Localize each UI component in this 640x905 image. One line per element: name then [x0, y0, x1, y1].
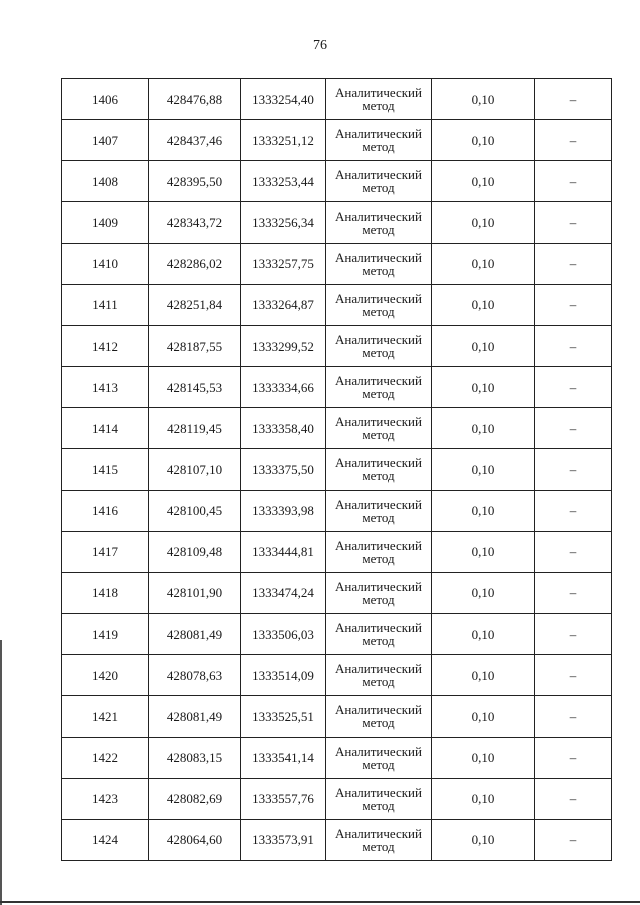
method-line-1: Аналитический [335, 332, 422, 348]
accuracy-cell: 0,10 [432, 202, 535, 243]
method-cell [326, 243, 432, 284]
x-coordinate-cell: 428395,50 [149, 161, 241, 202]
point-number-cell: 1409 [62, 202, 149, 243]
point-number-cell: 1410 [62, 243, 149, 284]
table-row [62, 696, 612, 737]
table-row [62, 614, 612, 655]
table-row [62, 202, 612, 243]
point-number-cell: 1419 [62, 614, 149, 655]
note-cell: – [535, 325, 612, 366]
point-number-cell: 1423 [62, 778, 149, 819]
method-cell [326, 79, 432, 120]
y-coordinate-cell: 1333525,51 [241, 696, 326, 737]
method-cell [326, 696, 432, 737]
x-coordinate-cell: 428081,49 [149, 614, 241, 655]
note-cell: – [535, 819, 612, 860]
accuracy-cell: 0,10 [432, 572, 535, 613]
table-row [62, 490, 612, 531]
x-coordinate-cell: 428109,48 [149, 531, 241, 572]
y-coordinate-cell: 1333334,66 [241, 367, 326, 408]
note-cell: – [535, 284, 612, 325]
y-coordinate-cell: 1333264,87 [241, 284, 326, 325]
method-cell [326, 449, 432, 490]
point-number-cell: 1416 [62, 490, 149, 531]
method-line-2: метод [362, 838, 395, 854]
x-coordinate-cell: 428101,90 [149, 572, 241, 613]
y-coordinate-cell: 1333256,34 [241, 202, 326, 243]
method-line-1: Аналитический [335, 208, 422, 224]
table-body [62, 79, 612, 861]
y-coordinate-cell: 1333506,03 [241, 614, 326, 655]
method-line-2: метод [362, 797, 395, 813]
table-row [62, 819, 612, 860]
method-line-1: Аналитический [335, 85, 422, 101]
method-line-2: метод [362, 221, 395, 237]
method-cell [326, 161, 432, 202]
note-cell: – [535, 367, 612, 408]
method-line-1: Аналитический [335, 249, 422, 265]
y-coordinate-cell: 1333254,40 [241, 79, 326, 120]
table-row [62, 243, 612, 284]
method-cell [326, 120, 432, 161]
x-coordinate-cell: 428286,02 [149, 243, 241, 284]
note-cell: – [535, 202, 612, 243]
table-row [62, 778, 612, 819]
method-cell [326, 531, 432, 572]
x-coordinate-cell: 428437,46 [149, 120, 241, 161]
y-coordinate-cell: 1333514,09 [241, 655, 326, 696]
scan-edge-left [0, 640, 2, 905]
method-line-2: метод [362, 591, 395, 607]
method-line-1: Аналитический [335, 167, 422, 183]
method-line-1: Аналитический [335, 414, 422, 430]
x-coordinate-cell: 428100,45 [149, 490, 241, 531]
accuracy-cell: 0,10 [432, 614, 535, 655]
note-cell: – [535, 655, 612, 696]
x-coordinate-cell: 428343,72 [149, 202, 241, 243]
note-cell: – [535, 614, 612, 655]
method-line-1: Аналитический [335, 702, 422, 718]
y-coordinate-cell: 1333444,81 [241, 531, 326, 572]
y-coordinate-cell: 1333253,44 [241, 161, 326, 202]
method-line-2: метод [362, 550, 395, 566]
method-line-1: Аналитический [335, 537, 422, 553]
x-coordinate-cell: 428064,60 [149, 819, 241, 860]
method-cell [326, 614, 432, 655]
method-line-2: метод [362, 180, 395, 196]
x-coordinate-cell: 428078,63 [149, 655, 241, 696]
method-cell [326, 284, 432, 325]
method-line-1: Аналитический [335, 496, 422, 512]
table-row [62, 367, 612, 408]
method-line-1: Аналитический [335, 126, 422, 142]
y-coordinate-cell: 1333257,75 [241, 243, 326, 284]
y-coordinate-cell: 1333474,24 [241, 572, 326, 613]
method-line-2: метод [362, 386, 395, 402]
point-number-cell: 1406 [62, 79, 149, 120]
note-cell: – [535, 408, 612, 449]
method-line-2: метод [362, 674, 395, 690]
method-line-2: метод [362, 509, 395, 525]
table-row [62, 572, 612, 613]
method-line-2: метод [362, 468, 395, 484]
point-number-cell: 1420 [62, 655, 149, 696]
x-coordinate-cell: 428082,69 [149, 778, 241, 819]
note-cell: – [535, 778, 612, 819]
method-line-1: Аналитический [335, 578, 422, 594]
method-line-1: Аналитический [335, 743, 422, 759]
note-cell: – [535, 531, 612, 572]
point-number-cell: 1415 [62, 449, 149, 490]
method-cell [326, 325, 432, 366]
note-cell: – [535, 243, 612, 284]
note-cell: – [535, 572, 612, 613]
method-cell [326, 819, 432, 860]
method-cell [326, 367, 432, 408]
method-cell [326, 737, 432, 778]
method-line-2: метод [362, 633, 395, 649]
point-number-cell: 1422 [62, 737, 149, 778]
y-coordinate-cell: 1333299,52 [241, 325, 326, 366]
y-coordinate-cell: 1333573,91 [241, 819, 326, 860]
accuracy-cell: 0,10 [432, 161, 535, 202]
accuracy-cell: 0,10 [432, 284, 535, 325]
x-coordinate-cell: 428145,53 [149, 367, 241, 408]
y-coordinate-cell: 1333375,50 [241, 449, 326, 490]
method-cell [326, 778, 432, 819]
point-number-cell: 1413 [62, 367, 149, 408]
note-cell: – [535, 490, 612, 531]
point-number-cell: 1412 [62, 325, 149, 366]
method-line-2: метод [362, 427, 395, 443]
accuracy-cell: 0,10 [432, 655, 535, 696]
point-number-cell: 1414 [62, 408, 149, 449]
method-cell [326, 655, 432, 696]
accuracy-cell: 0,10 [432, 737, 535, 778]
point-number-cell: 1411 [62, 284, 149, 325]
accuracy-cell: 0,10 [432, 819, 535, 860]
table-row [62, 284, 612, 325]
method-line-1: Аналитический [335, 784, 422, 800]
accuracy-cell: 0,10 [432, 490, 535, 531]
point-number-cell: 1424 [62, 819, 149, 860]
method-line-1: Аналитический [335, 825, 422, 841]
accuracy-cell: 0,10 [432, 243, 535, 284]
accuracy-cell: 0,10 [432, 325, 535, 366]
method-line-2: метод [362, 303, 395, 319]
method-line-2: метод [362, 98, 395, 114]
accuracy-cell: 0,10 [432, 367, 535, 408]
table-row [62, 449, 612, 490]
table-row [62, 655, 612, 696]
table-row [62, 79, 612, 120]
y-coordinate-cell: 1333358,40 [241, 408, 326, 449]
accuracy-cell: 0,10 [432, 778, 535, 819]
method-line-1: Аналитический [335, 661, 422, 677]
coordinates-table [61, 78, 612, 861]
y-coordinate-cell: 1333251,12 [241, 120, 326, 161]
page-number: 76 [313, 38, 327, 53]
point-number-cell: 1408 [62, 161, 149, 202]
method-cell [326, 202, 432, 243]
note-cell: – [535, 79, 612, 120]
y-coordinate-cell: 1333557,76 [241, 778, 326, 819]
table-row [62, 161, 612, 202]
accuracy-cell: 0,10 [432, 449, 535, 490]
scan-edge-bottom [0, 901, 640, 903]
table-row [62, 737, 612, 778]
note-cell: – [535, 737, 612, 778]
table-row [62, 120, 612, 161]
x-coordinate-cell: 428187,55 [149, 325, 241, 366]
method-line-1: Аналитический [335, 620, 422, 636]
accuracy-cell: 0,10 [432, 531, 535, 572]
method-line-1: Аналитический [335, 290, 422, 306]
method-line-2: метод [362, 139, 395, 155]
note-cell: – [535, 161, 612, 202]
accuracy-cell: 0,10 [432, 696, 535, 737]
method-line-1: Аналитический [335, 373, 422, 389]
x-coordinate-cell: 428083,15 [149, 737, 241, 778]
accuracy-cell: 0,10 [432, 79, 535, 120]
point-number-cell: 1421 [62, 696, 149, 737]
method-cell [326, 408, 432, 449]
point-number-cell: 1407 [62, 120, 149, 161]
table-row [62, 408, 612, 449]
y-coordinate-cell: 1333541,14 [241, 737, 326, 778]
method-line-1: Аналитический [335, 455, 422, 471]
method-line-2: метод [362, 756, 395, 772]
table-row [62, 531, 612, 572]
note-cell: – [535, 696, 612, 737]
x-coordinate-cell: 428251,84 [149, 284, 241, 325]
method-line-2: метод [362, 715, 395, 731]
accuracy-cell: 0,10 [432, 120, 535, 161]
method-line-2: метод [362, 262, 395, 278]
x-coordinate-cell: 428107,10 [149, 449, 241, 490]
point-number-cell: 1417 [62, 531, 149, 572]
x-coordinate-cell: 428476,88 [149, 79, 241, 120]
table-row [62, 325, 612, 366]
method-line-2: метод [362, 345, 395, 361]
accuracy-cell: 0,10 [432, 408, 535, 449]
note-cell: – [535, 449, 612, 490]
method-cell [326, 572, 432, 613]
point-number-cell: 1418 [62, 572, 149, 613]
note-cell: – [535, 120, 612, 161]
y-coordinate-cell: 1333393,98 [241, 490, 326, 531]
method-cell [326, 490, 432, 531]
x-coordinate-cell: 428119,45 [149, 408, 241, 449]
x-coordinate-cell: 428081,49 [149, 696, 241, 737]
